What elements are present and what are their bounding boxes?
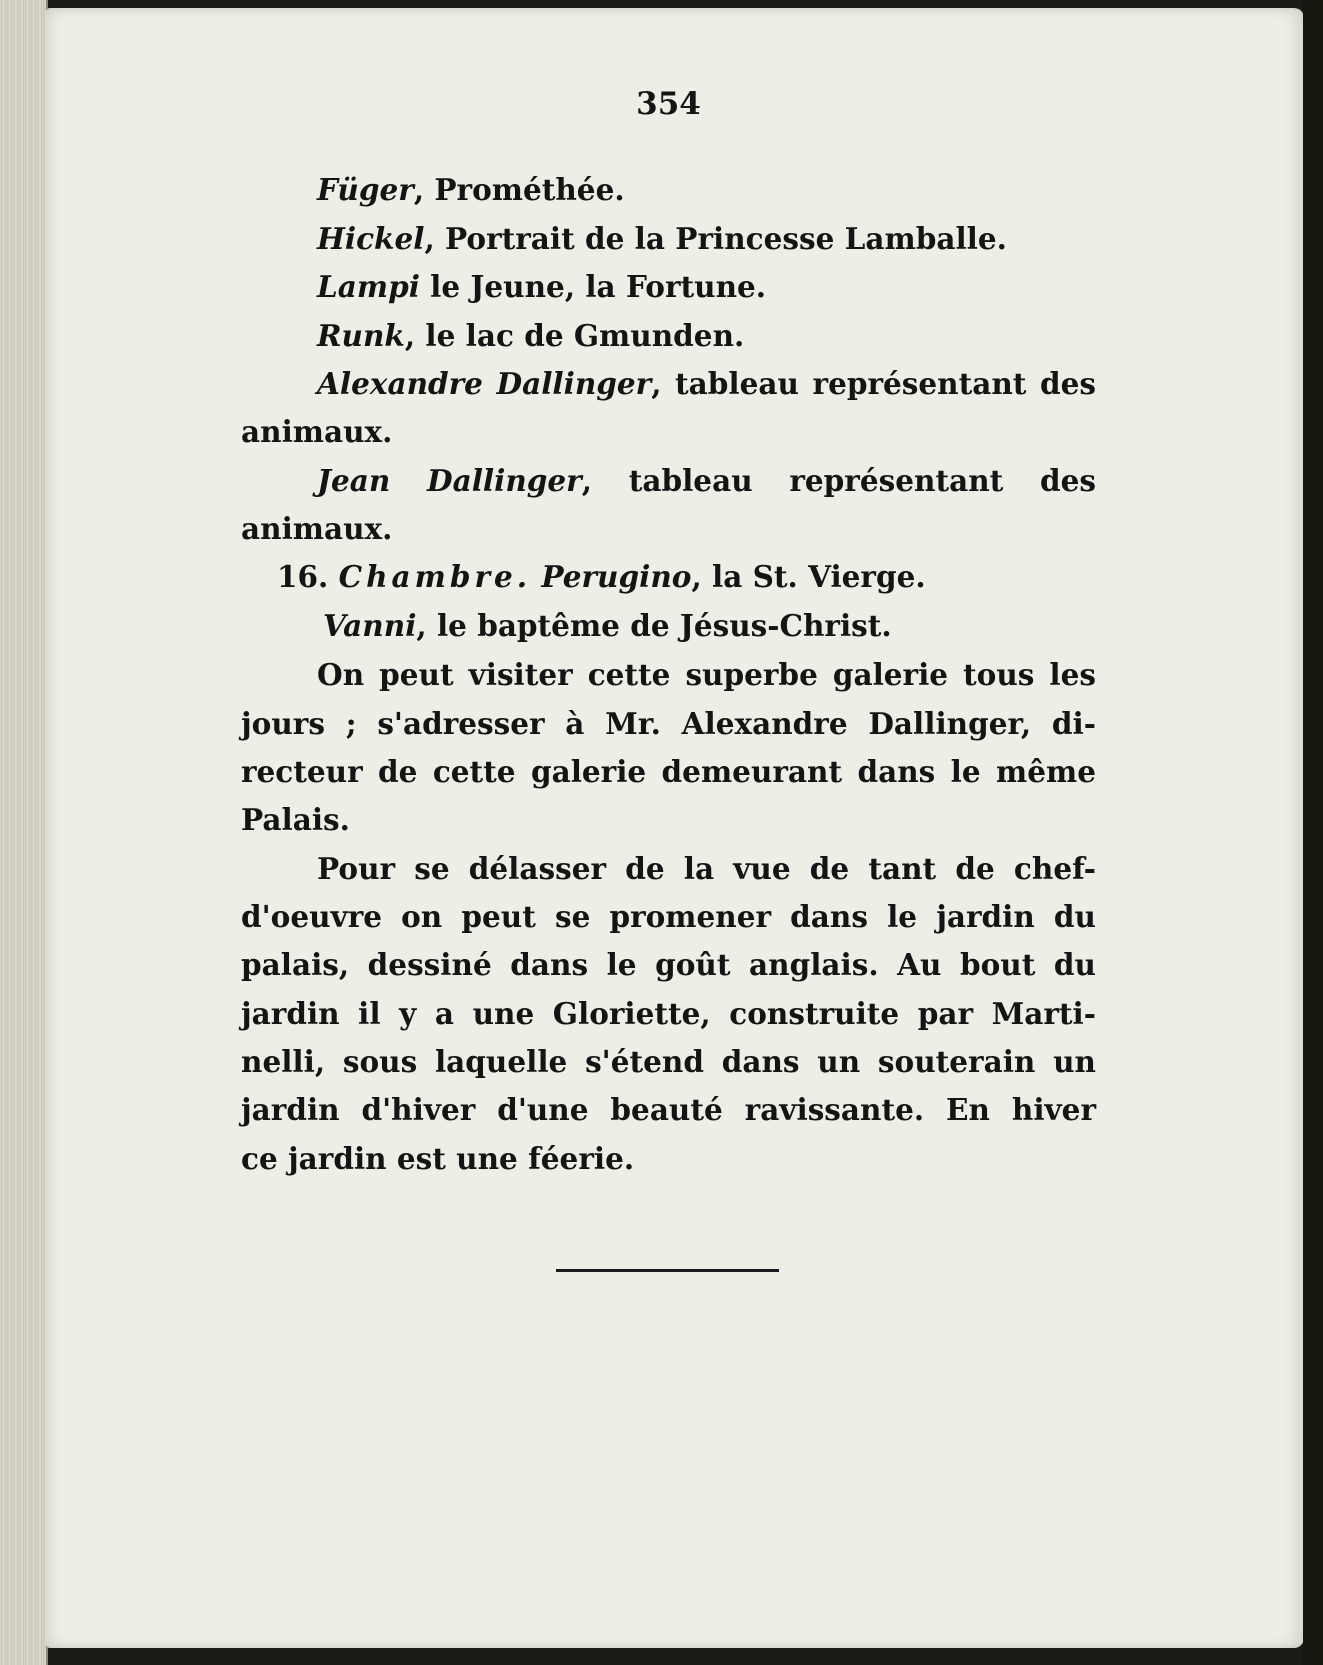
room-heading-line [241, 557, 1096, 597]
work-title: , Prométhée. [413, 172, 625, 207]
entry-line [241, 267, 1096, 307]
section-divider-rule [556, 1269, 779, 1272]
work-title: , tableau représentant des [581, 463, 1096, 498]
entry-line [241, 316, 1096, 356]
artist-name: Lampi [317, 269, 420, 304]
artist-name: Runk [317, 318, 405, 353]
paragraph-line: jardin il y a une Gloriette, construite par Marti- [241, 996, 1096, 1031]
book-leaf-edges [0, 0, 48, 1665]
paragraph-line: recteur de cette galerie demeurant dans le même [241, 754, 1096, 789]
entry-continuation: animaux. [241, 511, 393, 546]
paragraph-line: jardin d'hiver d'une beauté ravissante. En hiver [241, 1092, 1096, 1127]
paragraph-line: Palais. [241, 802, 350, 837]
page-number: 354 [636, 86, 701, 122]
entry-line [241, 364, 1096, 404]
work-title: , le baptême de Jésus-Christ. [416, 608, 892, 643]
paragraph-line: jours ; s'adresser à Mr. Alexandre Dallinger, di- [241, 706, 1096, 741]
room-number: 16. [277, 559, 329, 594]
paragraph-line: d'oeuvre on peut se promener dans le jardin du [241, 899, 1096, 934]
artist-name: Jean Dallinger [317, 463, 582, 498]
entry-line [241, 219, 1096, 259]
entry-line [241, 606, 1096, 646]
artist-name: Füger [317, 172, 414, 207]
page-right-edge-shadow [1303, 0, 1323, 1665]
work-title: , la St. Vierge. [691, 559, 926, 594]
work-title: , Portrait de la Princesse Lamballe. [424, 221, 1007, 256]
artist-name: Hickel [317, 221, 425, 256]
artist-name: Perugino [541, 559, 692, 594]
artist-name: Alexandre Dallinger [317, 366, 652, 401]
room-name: Chambre. [338, 559, 532, 594]
entry-line [241, 461, 1096, 501]
paragraph-line: On peut visiter cette superbe galerie tous les [317, 657, 1096, 692]
paragraph-line: palais, dessiné dans le goût anglais. Au bout du [241, 947, 1096, 982]
paragraph-line: nelli, sous laquelle s'étend dans un souterain un [241, 1044, 1096, 1079]
work-title: , tableau représentant des [651, 366, 1096, 401]
entry-continuation: animaux. [241, 414, 393, 449]
artist-name: Vanni [323, 608, 417, 643]
entry-line [241, 170, 1096, 210]
work-title: , le lac de Gmunden. [404, 318, 745, 353]
paragraph-line: ce jardin est une féerie. [241, 1141, 635, 1176]
paragraph-line: Pour se délasser de la vue de tant de chef- [317, 851, 1096, 886]
work-title: le Jeune, la Fortune. [419, 269, 767, 304]
